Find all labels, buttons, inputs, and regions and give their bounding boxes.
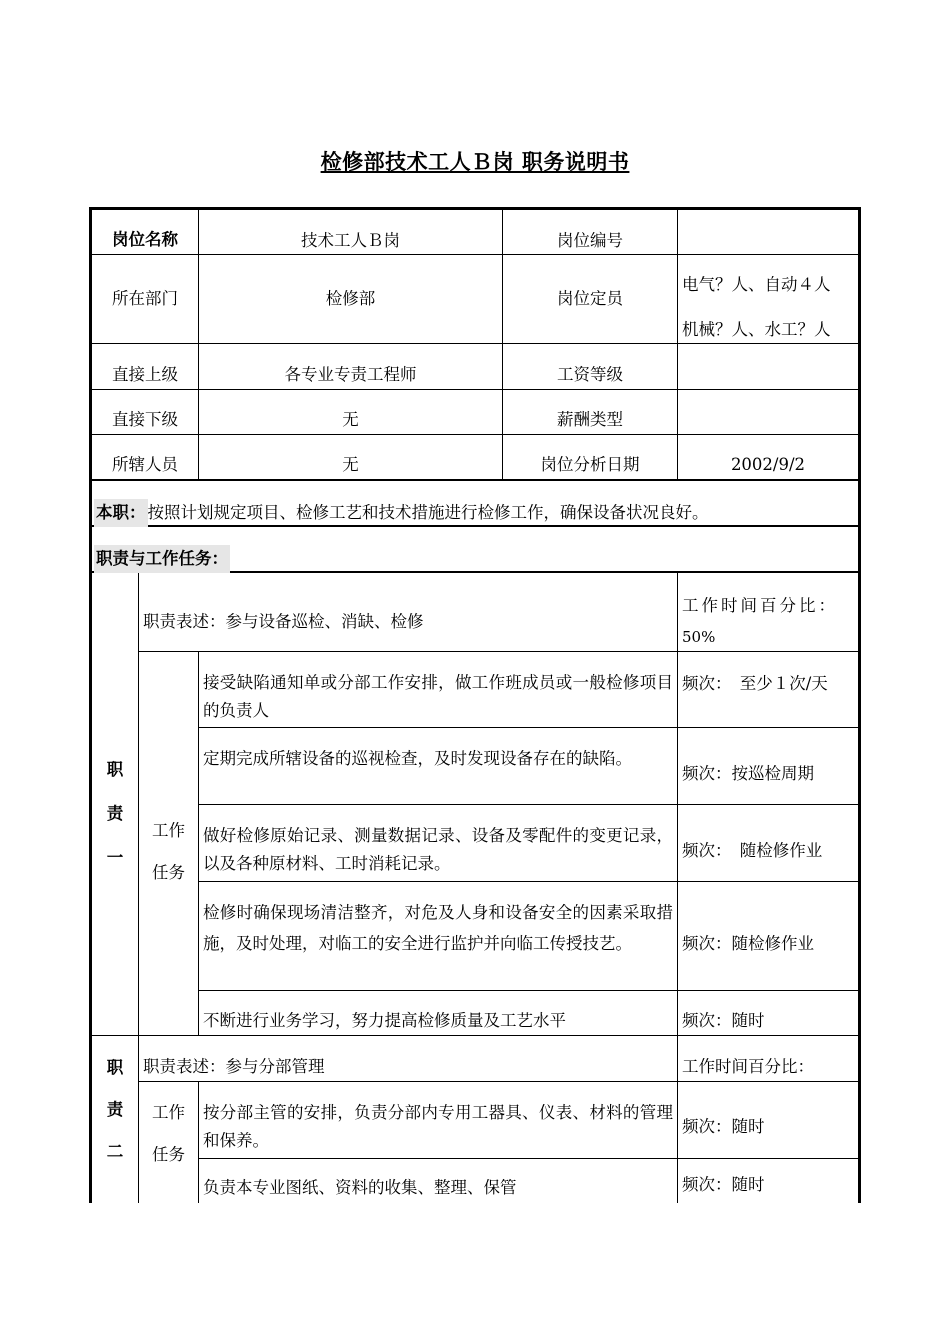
duty1-task-3: 做好检修原始记录、测量数据记录、设备及零配件的变更记录，以及各种原材料、工时消耗记录。 bbox=[203, 826, 673, 873]
value-position-code bbox=[678, 224, 858, 258]
value-staff: 无 bbox=[342, 455, 359, 474]
label-position-code: 岗位编号 bbox=[557, 231, 623, 250]
value-headcount-line2: 机械？人、水工？人 bbox=[682, 320, 831, 339]
label-staff: 所辖人员 bbox=[112, 455, 178, 474]
value-direct-superior: 各专业专责工程师 bbox=[284, 365, 417, 384]
duties-header: 职责与工作任务： bbox=[94, 545, 230, 573]
table-top-border bbox=[89, 207, 861, 210]
label-direct-superior: 直接上级 bbox=[112, 365, 178, 384]
row-divider bbox=[198, 881, 859, 882]
duty1-task-2-freq: 频次：按巡检周期 bbox=[682, 764, 814, 783]
duty1-task-5: 不断进行业务学习，努力提高检修质量及工艺水平 bbox=[203, 1011, 566, 1030]
document-title: 检修部技术工人Ｂ岗 职务说明书 bbox=[320, 150, 630, 174]
duty1-task-5-freq: 频次：随时 bbox=[682, 1011, 765, 1030]
duty1-percent-value: 50% bbox=[682, 628, 716, 646]
col-divider bbox=[677, 572, 678, 1203]
row-divider bbox=[198, 990, 859, 991]
value-analysis-date: 2002/9/2 bbox=[730, 455, 806, 474]
value-salary-grade bbox=[678, 358, 858, 392]
duty2-task-2-freq: 频次：随时 bbox=[682, 1175, 765, 1194]
duty2-percent-label: 工作时间百分比： bbox=[682, 1057, 814, 1076]
duty1-task-4-freq: 频次：随检修作业 bbox=[682, 934, 814, 953]
duty1-task-3-freq: 频次： 随检修作业 bbox=[682, 841, 823, 860]
duty1-task-4: 检修时确保现场清洁整齐，对危及人身和设备安全的因素采取措施，及时处理，对临工的安全进行监护并向临工传授技艺。 bbox=[203, 903, 673, 953]
row-divider bbox=[198, 1158, 859, 1159]
label-analysis-date: 岗位分析日期 bbox=[540, 455, 640, 474]
duty2-task-1-freq: 频次：随时 bbox=[682, 1117, 765, 1136]
duty1-description: 职责表述：参与设备巡检、消缺、检修 bbox=[143, 612, 424, 631]
value-position-name: 技术工人Ｂ岗 bbox=[301, 231, 400, 250]
label-headcount: 岗位定员 bbox=[557, 289, 623, 308]
duty2-task-1: 按分部主管的安排，负责分部内专用工器具、仪表、材料的管理和保养。 bbox=[203, 1103, 673, 1150]
value-direct-subordinate: 无 bbox=[342, 410, 359, 429]
value-department: 检修部 bbox=[325, 289, 376, 308]
label-direct-subordinate: 直接下级 bbox=[112, 410, 178, 429]
row-divider bbox=[198, 804, 859, 805]
duty2-task-2: 负责本专业图纸、资料的收集、整理、保管 bbox=[203, 1178, 517, 1197]
label-department: 所在部门 bbox=[112, 289, 178, 308]
duties-header-row bbox=[92, 543, 858, 575]
main-duty-label: 本职： bbox=[94, 499, 148, 527]
table-right-border bbox=[858, 207, 861, 1203]
duty1-task-1-freq: 频次： 至少１次/天 bbox=[682, 674, 828, 693]
duty2-label: 职 责 二 bbox=[106, 1058, 124, 1161]
duty2-task-label: 工作 任务 bbox=[152, 1103, 185, 1164]
value-pay-type bbox=[678, 403, 858, 437]
main-duty-row bbox=[92, 496, 858, 530]
duty1-percent-label: 工作时间百分比： bbox=[682, 596, 838, 615]
duty1-task-2: 定期完成所辖设备的巡视检查，及时发现设备存在的缺陷。 bbox=[203, 749, 632, 768]
duty1-task-1: 接受缺陷通知单或分部工作安排，做工作班成员或一般检修项目的负责人 bbox=[203, 673, 673, 720]
main-duty-text: 按照计划规定项目、检修工艺和技术措施进行检修工作，确保设备状况良好。 bbox=[147, 503, 709, 522]
label-position-name: 岗位名称 bbox=[112, 230, 178, 249]
duty1-task-label: 工作 任务 bbox=[152, 821, 185, 882]
value-headcount-line1: 电气？人、自动４人 bbox=[682, 275, 831, 294]
duty2-description: 职责表述：参与分部管理 bbox=[143, 1057, 325, 1076]
duty1-label: 职 责 一 bbox=[106, 760, 124, 867]
label-pay-type: 薪酬类型 bbox=[557, 410, 623, 429]
row-divider bbox=[198, 727, 859, 728]
label-salary-grade: 工资等级 bbox=[557, 365, 623, 384]
